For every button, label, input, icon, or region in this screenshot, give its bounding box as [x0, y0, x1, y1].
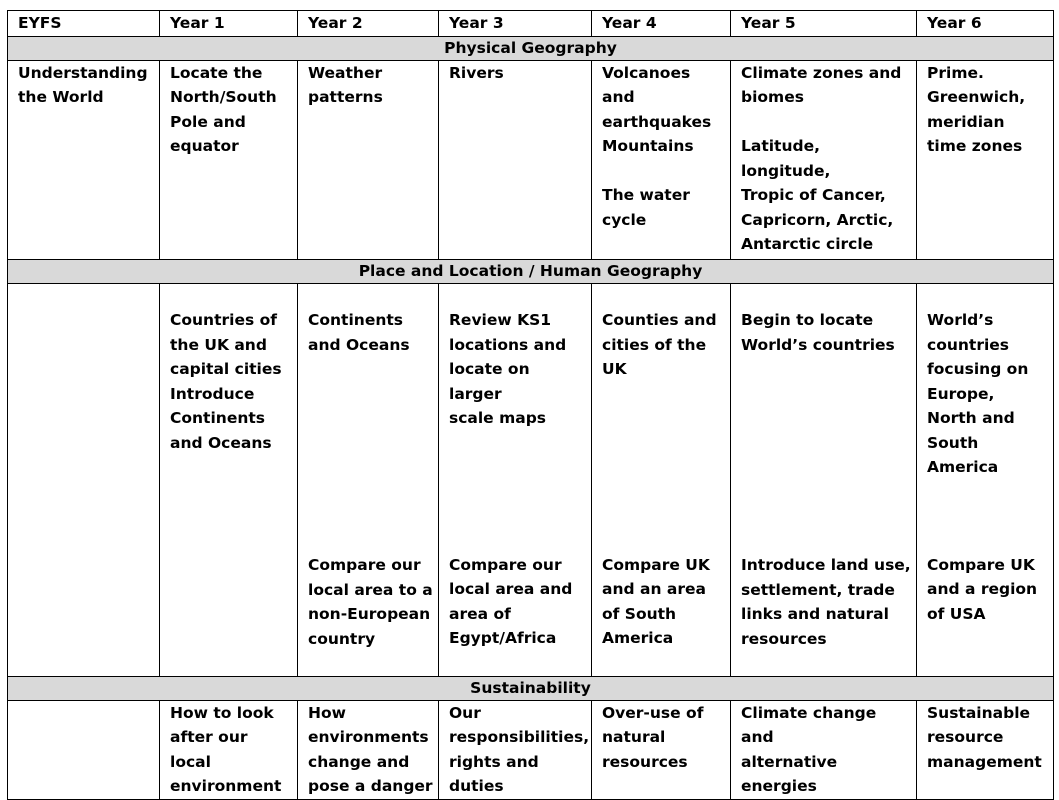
table-row-sustainability: [8, 700, 1054, 799]
cell-physical-year-6: Prime. Greenwich, meridian time zones: [917, 60, 1054, 259]
section-title: Physical Geography: [8, 36, 1054, 60]
cell-physical-year-2: Weather patterns: [298, 60, 439, 259]
cell-bottom-text: Introduce land use, settlement, trade links and natural resources: [741, 556, 911, 648]
cell-bottom-text: Compare our local area to a non-European country: [308, 556, 433, 648]
cell-top-text: Continents and Oceans: [308, 311, 410, 354]
cell-top-text: Review KS1 locations and locate on larger scale maps: [449, 311, 567, 427]
cell-bottom-text: Compare UK and an area of South America: [602, 555, 710, 647]
cell-sustainability-year-4: Over-use of natural resources: [592, 700, 731, 799]
cell-bottom-text: Compare our local area and area of Egypt/Africa: [449, 555, 573, 647]
section-header-sustainability: [8, 676, 1054, 700]
column-header-year-1: Year 1: [160, 11, 298, 37]
column-header-year-5: Year 5: [731, 11, 917, 37]
table-row-place-and-location: [8, 283, 1054, 676]
cell-physical-eyfs: Understanding the World: [8, 60, 160, 259]
cell-physical-year-4: Volcanoes and earthquakes Mountains The water cycle: [592, 60, 731, 259]
cell-place-year-2: [298, 283, 439, 676]
cell-physical-year-3: Rivers: [439, 60, 592, 259]
cell-top-text: Counties and cities of the UK: [602, 311, 717, 378]
cell-sustainability-year-1: How to look after our local environment: [160, 700, 298, 799]
cell-sustainability-year-5: Climate change and alternative energies: [731, 700, 917, 799]
cell-place-year-4: [592, 283, 731, 676]
cell-sustainability-year-2: How environments change and pose a danger: [298, 700, 439, 799]
cell-physical-year-5: Climate zones and biomes Latitude, longitude, Tropic of Cancer, Capricorn, Arctic, Antarctic circle: [731, 60, 917, 259]
cell-place-year-6: [917, 283, 1054, 676]
cell-top-text: Countries of the UK and capital cities Introduce Continents and Oceans: [170, 311, 282, 452]
section-header-place-and-location: [8, 259, 1054, 283]
cell-sustainability-year-6: Sustainable resource management: [917, 700, 1054, 799]
cell-bottom-text: Compare UK and a region of USA: [927, 555, 1038, 623]
cell-top-text: World’s countries focusing on Europe, North and South America: [927, 311, 1029, 476]
cell-place-eyfs: [8, 283, 160, 676]
cell-sustainability-eyfs: [8, 700, 160, 799]
column-header-year-6: Year 6: [917, 11, 1054, 37]
table-row-physical-geography: [8, 60, 1054, 259]
column-header-year-3: Year 3: [439, 11, 592, 37]
cell-sustainability-year-3: Our responsibilities, rights and duties: [439, 700, 592, 799]
geography-curriculum-table: [7, 10, 1054, 800]
section-header-physical-geography: [8, 36, 1054, 60]
cell-place-year-5: [731, 283, 917, 676]
cell-top-text: Begin to locate World’s countries: [741, 311, 895, 354]
section-title: Sustainability: [8, 676, 1054, 700]
cell-place-year-1: [160, 283, 298, 676]
column-header-year-4: Year 4: [592, 11, 731, 37]
section-title: Place and Location / Human Geography: [8, 259, 1054, 283]
column-header-year-2: Year 2: [298, 11, 439, 37]
cell-place-year-3: [439, 283, 592, 676]
cell-physical-year-1: Locate the North/South Pole and equator: [160, 60, 298, 259]
header-row: [8, 11, 1054, 37]
column-header-eyfs: EYFS: [8, 11, 160, 37]
